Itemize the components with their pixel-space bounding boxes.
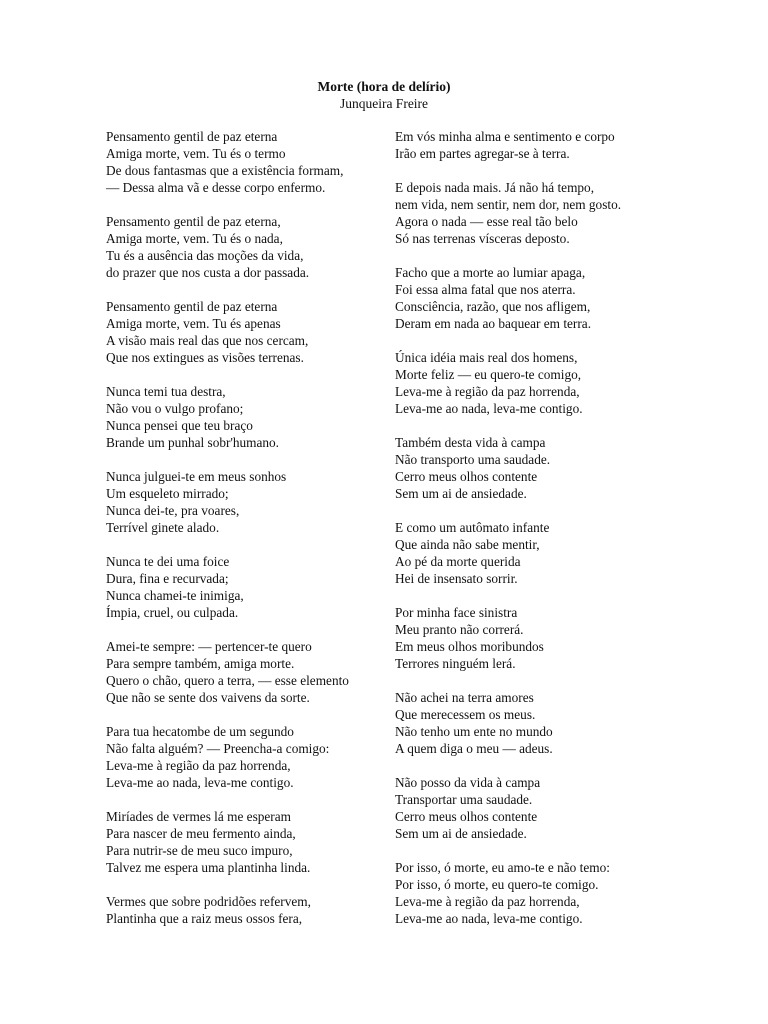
- verse-line: Nunca julguei-te em meus sonhos: [106, 469, 287, 484]
- stanza: [106, 893, 386, 927]
- verse-line: Pensamento gentil de paz eterna,: [106, 214, 281, 229]
- verse-line: Leva-me à região da paz horrenda,: [395, 384, 580, 399]
- stanza: [395, 774, 675, 842]
- verse-line: Um esqueleto mirrado;: [106, 486, 229, 501]
- verse-line: Pensamento gentil de paz eterna: [106, 129, 278, 144]
- verse-line: Sem um ai de ansiedade.: [395, 826, 527, 841]
- verse-line: Não vou o vulgo profano;: [106, 401, 244, 416]
- verse-line: Leva-me ao nada, leva-me contigo.: [106, 775, 294, 790]
- verse-line: Consciência, razão, que nos afligem,: [395, 299, 591, 314]
- stanza: [395, 264, 675, 332]
- verse-line: Vermes que sobre podridões refervem,: [106, 894, 311, 909]
- verse-line: Plantinha que a raiz meus ossos fera,: [106, 911, 303, 926]
- verse-line: Dura, fina e recurvada;: [106, 571, 229, 586]
- verse-line: Única idéia mais real dos homens,: [395, 350, 578, 365]
- stanza: [395, 859, 675, 927]
- stanza: [106, 383, 386, 451]
- verse-line: Brande um punhal sobr'humano.: [106, 435, 280, 450]
- verse-line: Só nas terrenas vísceras deposto.: [395, 231, 570, 246]
- stanza: [106, 468, 386, 536]
- verse-line: Agora o nada — esse real tão belo: [395, 214, 578, 229]
- verse-line: Também desta vida à campa: [395, 435, 546, 450]
- verse-line: Nunca te dei uma foice: [106, 554, 230, 569]
- verse-line: Tu és a ausência das moções da vida,: [106, 248, 304, 263]
- verse-line: Ímpia, cruel, ou culpada.: [106, 605, 239, 620]
- verse-line: Irão em partes agregar-se à terra.: [395, 146, 570, 161]
- stanza: [395, 604, 675, 672]
- verse-line: Por isso, ó morte, eu amo-te e não temo:: [395, 860, 610, 875]
- stanza: [395, 434, 675, 502]
- verse-line: do prazer que nos custa a dor passada.: [106, 265, 310, 280]
- stanza: [395, 349, 675, 417]
- verse-line: Nunca dei-te, pra voares,: [106, 503, 240, 518]
- stanza: [106, 213, 386, 281]
- stanza: [395, 128, 675, 162]
- verse-line: Não falta alguém? — Preencha-a comigo:: [106, 741, 330, 756]
- verse-line: Leva-me ao nada, leva-me contigo.: [395, 401, 583, 416]
- stanza: [106, 128, 386, 196]
- verse-line: Terrores ninguém lerá.: [395, 656, 516, 671]
- verse-line: Para sempre também, amiga morte.: [106, 656, 295, 671]
- verse-line: Amiga morte, vem. Tu és apenas: [106, 316, 281, 331]
- verse-line: Que merecessem os meus.: [395, 707, 536, 722]
- stanza: [106, 808, 386, 876]
- verse-line: E depois nada mais. Já não há tempo,: [395, 180, 595, 195]
- verse-line: Leva-me à região da paz horrenda,: [106, 758, 291, 773]
- verse-line: Para nutrir-se de meu suco impuro,: [106, 843, 293, 858]
- verse-line: Terrível ginete alado.: [106, 520, 220, 535]
- stanza: [106, 553, 386, 621]
- verse-line: Por minha face sinistra: [395, 605, 518, 620]
- verse-line: Em vós minha alma e sentimento e corpo: [395, 129, 615, 144]
- stanza: [395, 689, 675, 757]
- left-column: [106, 128, 386, 944]
- verse-line: Amiga morte, vem. Tu és o nada,: [106, 231, 283, 246]
- verse-line: Para nascer de meu fermento ainda,: [106, 826, 296, 841]
- verse-line: Morte feliz — eu quero-te comigo,: [395, 367, 582, 382]
- verse-line: Por isso, ó morte, eu quero-te comigo.: [395, 877, 599, 892]
- right-column: [395, 128, 675, 944]
- poem-title: Morte (hora de delírio): [317, 79, 451, 94]
- verse-line: Não posso da vida à campa: [395, 775, 541, 790]
- verse-line: Sem um ai de ansiedade.: [395, 486, 527, 501]
- verse-line: Não transporto uma saudade.: [395, 452, 551, 467]
- verse-line: Em meus olhos moribundos: [395, 639, 544, 654]
- verse-line: Que não se sente dos vaivens da sorte.: [106, 690, 310, 705]
- verse-line: Não tenho um ente no mundo: [395, 724, 553, 739]
- verse-line: Ao pé da morte querida: [395, 554, 521, 569]
- verse-line: — Dessa alma vã e desse corpo enfermo.: [106, 180, 326, 195]
- verse-line: Transportar uma saudade.: [395, 792, 533, 807]
- stanza: [395, 179, 675, 247]
- verse-line: Foi essa alma fatal que nos aterra.: [395, 282, 576, 297]
- verse-line: Que nos extingues as visões terrenas.: [106, 350, 304, 365]
- verse-line: Deram em nada ao baquear em terra.: [395, 316, 592, 331]
- verse-line: De dous fantasmas que a existência formam,: [106, 163, 344, 178]
- verse-line: Amei-te sempre: — pertencer-te quero: [106, 639, 312, 654]
- verse-line: Que ainda não sabe mentir,: [395, 537, 540, 552]
- verse-line: E como um autômato infante: [395, 520, 550, 535]
- verse-line: A visão mais real das que nos cercam,: [106, 333, 309, 348]
- stanza: [106, 298, 386, 366]
- verse-line: Miríades de vermes lá me esperam: [106, 809, 291, 824]
- verse-line: Nunca temi tua destra,: [106, 384, 226, 399]
- verse-line: nem vida, nem sentir, nem dor, nem gosto.: [395, 197, 622, 212]
- verse-line: Leva-me à região da paz horrenda,: [395, 894, 580, 909]
- verse-line: Hei de insensato sorrir.: [395, 571, 518, 586]
- verse-line: Quero o chão, quero a terra, — esse elemento: [106, 673, 349, 688]
- stanza: [106, 638, 386, 706]
- verse-line: Nunca pensei que teu braço: [106, 418, 253, 433]
- verse-line: A quem diga o meu — adeus.: [395, 741, 553, 756]
- verse-line: Amiga morte, vem. Tu és o termo: [106, 146, 286, 161]
- verse-line: Para tua hecatombe de um segundo: [106, 724, 294, 739]
- verse-line: Não achei na terra amores: [395, 690, 534, 705]
- stanza: [106, 723, 386, 791]
- verse-line: Nunca chamei-te inimiga,: [106, 588, 244, 603]
- stanza: [395, 519, 675, 587]
- verse-line: Talvez me espera uma plantinha linda.: [106, 860, 311, 875]
- verse-line: Facho que a morte ao lumiar apaga,: [395, 265, 586, 280]
- verse-line: Cerro meus olhos contente: [395, 809, 538, 824]
- verse-line: Leva-me ao nada, leva-me contigo.: [395, 911, 583, 926]
- verse-line: Pensamento gentil de paz eterna: [106, 299, 278, 314]
- poem-author: Junqueira Freire: [339, 96, 429, 111]
- verse-line: Cerro meus olhos contente: [395, 469, 538, 484]
- verse-line: Meu pranto não correrá.: [395, 622, 524, 637]
